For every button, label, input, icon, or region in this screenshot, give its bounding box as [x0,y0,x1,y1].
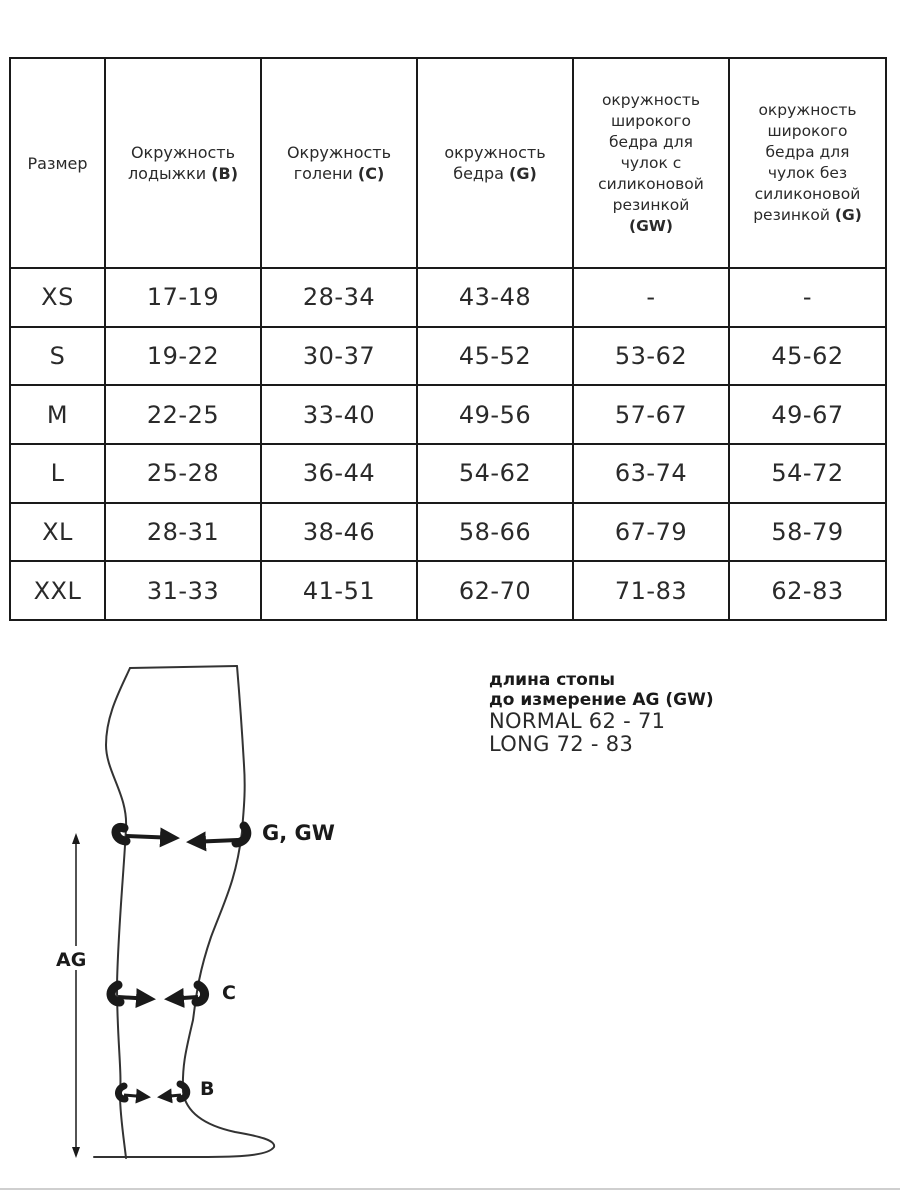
cell-calf: 38-46 [261,503,417,562]
calf-measure-marker [111,985,205,1002]
table-row [10,444,886,503]
cell-wide-thigh-no-silicone: 49-67 [729,385,886,444]
cell-thigh: 54-62 [417,444,573,503]
foot-length-info [489,670,889,756]
size-table [9,57,887,621]
ag-length-arrow [72,833,80,1158]
cell-ankle: 25-28 [105,444,261,503]
label-c: C [222,982,236,1004]
cell-calf: 28-34 [261,268,417,327]
label-ag: AG [56,949,87,971]
table-row [10,503,886,562]
table-row [10,268,886,327]
header-ankle: Окружность лодыжки (B) [105,58,261,268]
table-header-row [10,58,886,268]
cell-ankle: 17-19 [105,268,261,327]
foot-length-normal: NORMAL 62 - 71 [489,709,666,733]
cell-wide-thigh-no-silicone: 54-72 [729,444,886,503]
cell-calf: 41-51 [261,561,417,620]
cell-thigh: 49-56 [417,385,573,444]
cell-ankle: 22-25 [105,385,261,444]
bottom-divider [0,1188,900,1190]
cell-wide-thigh-silicone: - [573,268,729,327]
cell-thigh: 58-66 [417,503,573,562]
cell-thigh: 62-70 [417,561,573,620]
cell-wide-thigh-no-silicone: 58-79 [729,503,886,562]
header-wide-thigh-no-silicone: окружность широкого бедра для чулок без силиконовой резинкой (G) [729,58,886,268]
foot-length-long: LONG 72 - 83 [489,732,634,756]
cell-size: L [10,444,105,503]
header-size: Размер [10,58,105,268]
cell-calf: 33-40 [261,385,417,444]
table-row [10,327,886,386]
cell-wide-thigh-silicone: 63-74 [573,444,729,503]
cell-thigh: 43-48 [417,268,573,327]
cell-wide-thigh-silicone: 71-83 [573,561,729,620]
cell-size: XXL [10,561,105,620]
cell-wide-thigh-silicone: 57-67 [573,385,729,444]
cell-size: XL [10,503,105,562]
header-wide-thigh-silicone: окружность широкого бедра для чулок с силиконовой резинкой (GW) [573,58,729,268]
cell-size: M [10,385,105,444]
thigh-measure-marker [116,826,247,843]
cell-size: S [10,327,105,386]
label-g-gw: G, GW [262,821,335,845]
cell-wide-thigh-no-silicone: - [729,268,886,327]
cell-calf: 36-44 [261,444,417,503]
cell-thigh: 45-52 [417,327,573,386]
leg-measurement-diagram [0,650,420,1180]
cell-size: XS [10,268,105,327]
cell-wide-thigh-silicone: 67-79 [573,503,729,562]
label-b: B [200,1078,215,1100]
cell-wide-thigh-no-silicone: 62-83 [729,561,886,620]
foot-length-title-line1: длина стопы [489,670,615,690]
cell-calf: 30-37 [261,327,417,386]
cell-ankle: 31-33 [105,561,261,620]
cell-wide-thigh-silicone: 53-62 [573,327,729,386]
header-calf: Окружность голени (C) [261,58,417,268]
table-row [10,561,886,620]
cell-ankle: 19-22 [105,327,261,386]
header-thigh: окружность бедра (G) [417,58,573,268]
table-row [10,385,886,444]
ankle-measure-marker [118,1084,186,1099]
foot-length-title-line2: до измерение AG (GW) [489,690,714,710]
cell-wide-thigh-no-silicone: 45-62 [729,327,886,386]
cell-ankle: 28-31 [105,503,261,562]
